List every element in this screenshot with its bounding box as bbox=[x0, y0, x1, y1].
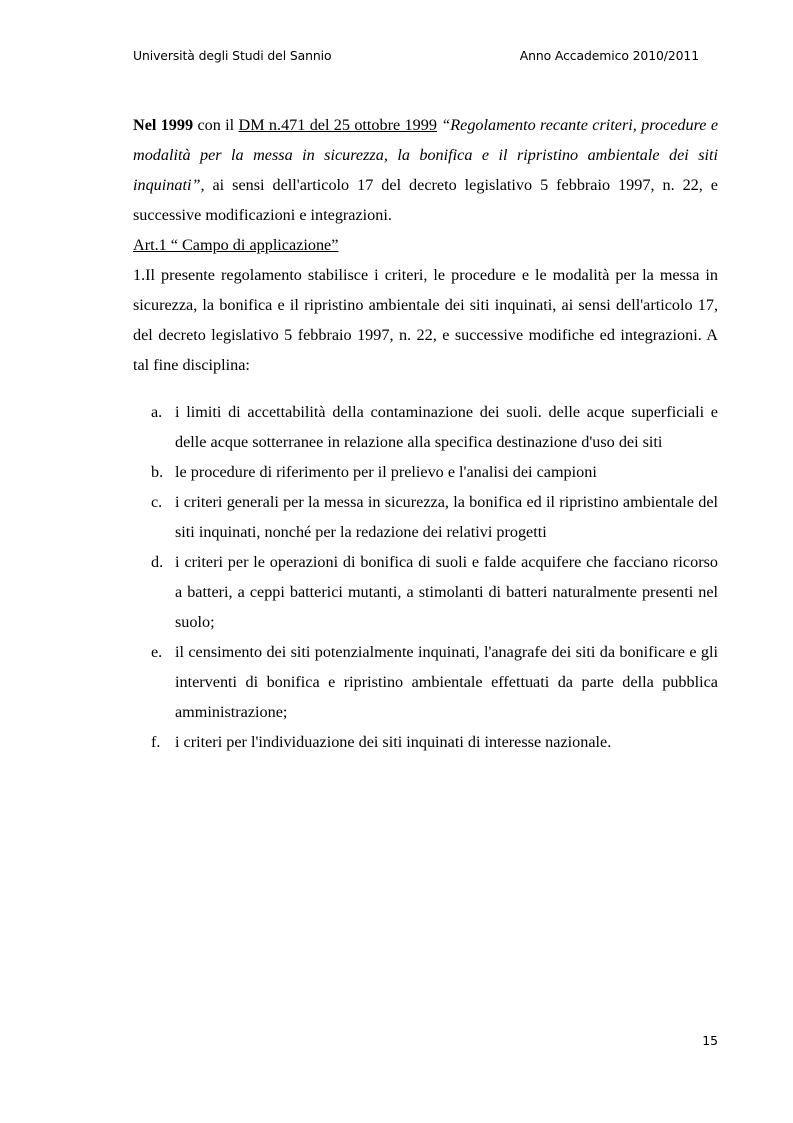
list-item-marker: a. bbox=[151, 403, 163, 421]
intro-connector: con il bbox=[197, 116, 235, 134]
intro-lead: Nel 1999 bbox=[133, 116, 194, 134]
list-item-marker: d. bbox=[151, 553, 164, 571]
list-item-text: i criteri per l'individuazione dei siti inquinati di interesse nazionale. bbox=[175, 733, 612, 751]
list-item-marker: f. bbox=[151, 733, 161, 751]
article-heading: Art.1 “ Campo di applicazione” bbox=[133, 236, 339, 254]
list-item-marker: b. bbox=[151, 463, 164, 481]
list-item-marker: c. bbox=[151, 493, 163, 511]
list-item-text: il censimento dei siti potenzialmente inquinati, l'anagrafe dei siti da bonificare e gli interventi di bonifica e ripristino ambientale effettuati da parte della pubblica amministrazione; bbox=[175, 643, 718, 721]
header-university: Università degli Studi del Sannio bbox=[133, 48, 332, 63]
list-item bbox=[133, 397, 718, 457]
list-item bbox=[133, 457, 718, 487]
list-item bbox=[133, 637, 718, 727]
list-item-text: i criteri per le operazioni di bonifica di suoli e falde acquifere che facciano ricorso a batteri, a ceppi batterici mutanti, a stimolanti di batteri naturalmente presenti nel suolo; bbox=[175, 553, 718, 631]
intro-rest: ai sensi dell'articolo 17 del decreto legislativo 5 febbraio 1997, n. 22, e successive modificazioni e integrazioni. bbox=[133, 176, 718, 224]
list-item-text: i limiti di accettabilità della contaminazione dei suoli. delle acque superficiali e delle acque sotterranee in relazione alla specifica destinazione d'uso dei siti bbox=[175, 403, 718, 451]
intro-paragraph bbox=[133, 110, 718, 230]
header-academic-year: Anno Accademico 2010/2011 bbox=[519, 48, 699, 63]
article-paragraph: 1.Il presente regolamento stabilisce i criteri, le procedure e le modalità per la messa in sicurezza, la bonifica e il ripristino ambientale dei siti inquinati, ai sensi dell'articolo 17, del decreto legislativo 5 febbraio 1997, n. 22, e successive modifiche ed integrazioni. A tal fine disciplina: bbox=[133, 266, 718, 374]
page-number: 15 bbox=[702, 1033, 718, 1048]
list-item bbox=[133, 487, 718, 547]
list-item-text: i criteri generali per la messa in sicurezza, la bonifica ed il ripristino ambientale del siti inquinati, nonché per la redazione dei relativi progetti bbox=[175, 493, 718, 541]
intro-regulation-title: “Regolamento recante criteri, procedure e modalità per la messa in sicurezza, la bonifica e il ripristino ambientale dei siti inquinati”, bbox=[133, 116, 719, 194]
list-item-marker: e. bbox=[151, 643, 163, 661]
list-item-text: le procedure di riferimento per il prelievo e l'analisi dei campioni bbox=[175, 463, 597, 481]
intro-dm-reference: DM n.471 del 25 ottobre 1999 bbox=[238, 116, 437, 134]
list-item bbox=[133, 547, 718, 637]
list-item bbox=[133, 727, 718, 757]
scope-list bbox=[133, 397, 718, 757]
page-header bbox=[133, 48, 699, 68]
